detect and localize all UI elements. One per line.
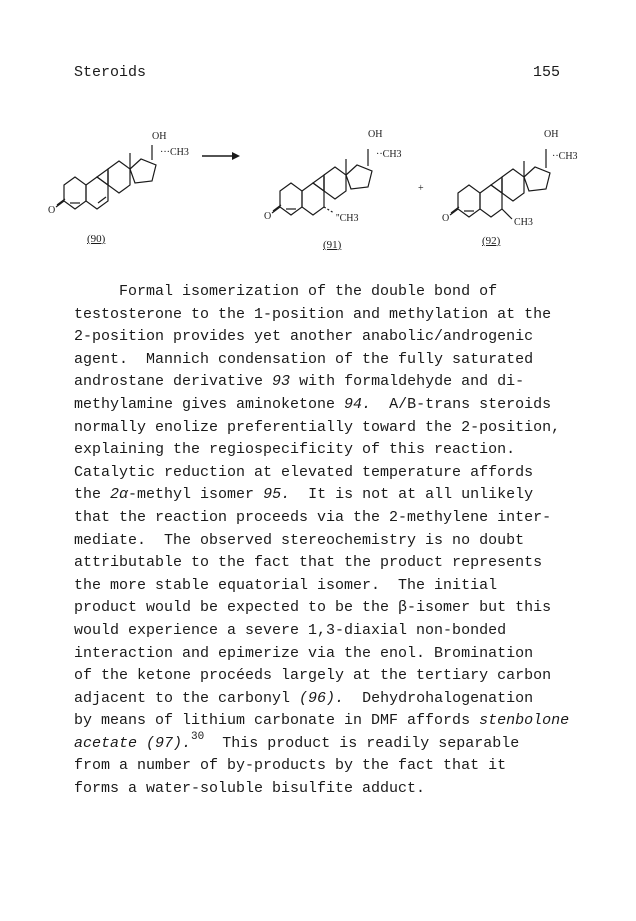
text-line — [74, 349, 574, 372]
compound-92-structure — [450, 149, 550, 219]
text-segment: explaining the regiospecificity of this reaction. — [74, 441, 516, 459]
text-line — [74, 462, 574, 485]
text-segment: interaction and epimerize via the enol. Bromination — [74, 644, 534, 662]
text-line — [74, 597, 574, 620]
text-line — [74, 484, 574, 507]
text-segment: 2α — [110, 486, 129, 504]
compound-92-ring-methyl: CH3 — [514, 217, 533, 228]
text-segment: acetate (97). — [74, 734, 192, 752]
text-segment: forms a water-soluble bisulfite adduct. — [74, 780, 426, 798]
text-line — [74, 304, 574, 327]
text-segment: Catalytic reduction at elevated temperature affords — [74, 463, 534, 481]
text-segment: from a number of by-products by the fact that it — [74, 757, 507, 775]
text-line — [74, 688, 574, 711]
text-segment: mediate. The observed stereochemistry is no doubt — [74, 531, 525, 549]
compound-90-methyl: ···CH3 — [160, 147, 189, 158]
compound-91-oh: OH — [368, 129, 383, 140]
text-segment: -methyl isomer — [128, 486, 264, 504]
text-line — [74, 281, 574, 304]
compound-90-ketone-o: O — [48, 205, 56, 216]
text-segment: with formaldehyde and di- — [290, 373, 525, 391]
text-segment: attributable to the fact that the product represents — [74, 554, 543, 572]
text-segment: methylamine gives aminoketone — [74, 395, 345, 413]
text-segment: A/B-trans steroids — [371, 395, 552, 413]
text-segment: of the ketone procéeds largely at the tertiary carbon — [74, 667, 552, 685]
body-paragraph — [74, 281, 574, 801]
text-segment: adjacent to the carbonyl — [74, 689, 300, 707]
text-line — [74, 394, 574, 417]
text-segment: 93 — [272, 373, 291, 391]
text-segment: Dehydrohalogenation — [344, 689, 534, 707]
compound-label-92: (92) — [482, 235, 501, 247]
compound-91-ketone-o: O — [264, 211, 272, 222]
text-segment: 94. — [344, 395, 372, 413]
text-segment: agent. Mannich condensation of the fully saturated — [74, 350, 534, 368]
compound-91-methyl: ··CH3 — [376, 149, 402, 160]
compound-90-oh: OH — [152, 131, 167, 142]
text-line — [74, 575, 574, 598]
text-segment: would experience a severe 1,3-diaxial non-bonded — [74, 621, 507, 639]
compound-label-91: (91) — [323, 239, 342, 251]
reference-superscript: 30 — [191, 730, 205, 743]
text-segment: (96). — [299, 689, 345, 707]
text-segment: testosterone to the 1-position and methylation at the — [74, 305, 552, 323]
text-line — [74, 371, 574, 394]
compound-92-oh: OH — [544, 129, 559, 140]
text-segment: that the reaction proceeds via the 2-methylene inter- — [74, 508, 552, 526]
text-segment: It is not at all unlikely — [290, 486, 534, 504]
text-line — [74, 552, 574, 575]
text-line — [74, 755, 574, 778]
text-line — [74, 530, 574, 553]
text-line — [74, 417, 574, 440]
text-line — [74, 778, 574, 801]
text-line — [74, 730, 574, 756]
text-line — [74, 439, 574, 462]
text-line — [74, 326, 574, 349]
compound-91-structure — [272, 149, 372, 215]
text-segment: normally enolize preferentially toward the 2-position, — [74, 418, 561, 436]
text-segment: This product is readily separable — [204, 734, 520, 752]
text-segment: the — [74, 486, 111, 504]
text-segment: androstane derivative — [74, 373, 273, 391]
compound-92-methyl: ··CH3 — [552, 151, 578, 162]
text-segment: by means of lithium carbonate in DMF affords — [74, 712, 480, 730]
text-line — [74, 620, 574, 643]
text-line — [74, 665, 574, 688]
text-segment: Formal isomerization of the double bond of — [74, 283, 498, 300]
text-line — [74, 507, 574, 530]
compound-92-ketone-o: O — [442, 213, 450, 224]
text-segment: the more stable equatorial isomer. The initial — [74, 576, 498, 594]
text-line — [74, 710, 574, 733]
page-number: 155 — [532, 64, 560, 81]
running-title: Steroids — [74, 64, 147, 81]
text-segment: 2-position provides yet another anabolic/androgenic — [74, 328, 534, 346]
text-segment: product would be expected to be the β-isomer but this — [74, 599, 552, 617]
compound-label-90: (90) — [87, 233, 106, 245]
text-segment: 95. — [263, 486, 291, 504]
compound-90-structure — [56, 145, 156, 209]
running-header — [74, 64, 560, 84]
text-segment: stenbolone — [479, 712, 570, 730]
plus-sign: + — [418, 183, 424, 194]
compound-91-ring-methyl: ''CH3 — [336, 213, 359, 224]
text-line — [74, 643, 574, 666]
